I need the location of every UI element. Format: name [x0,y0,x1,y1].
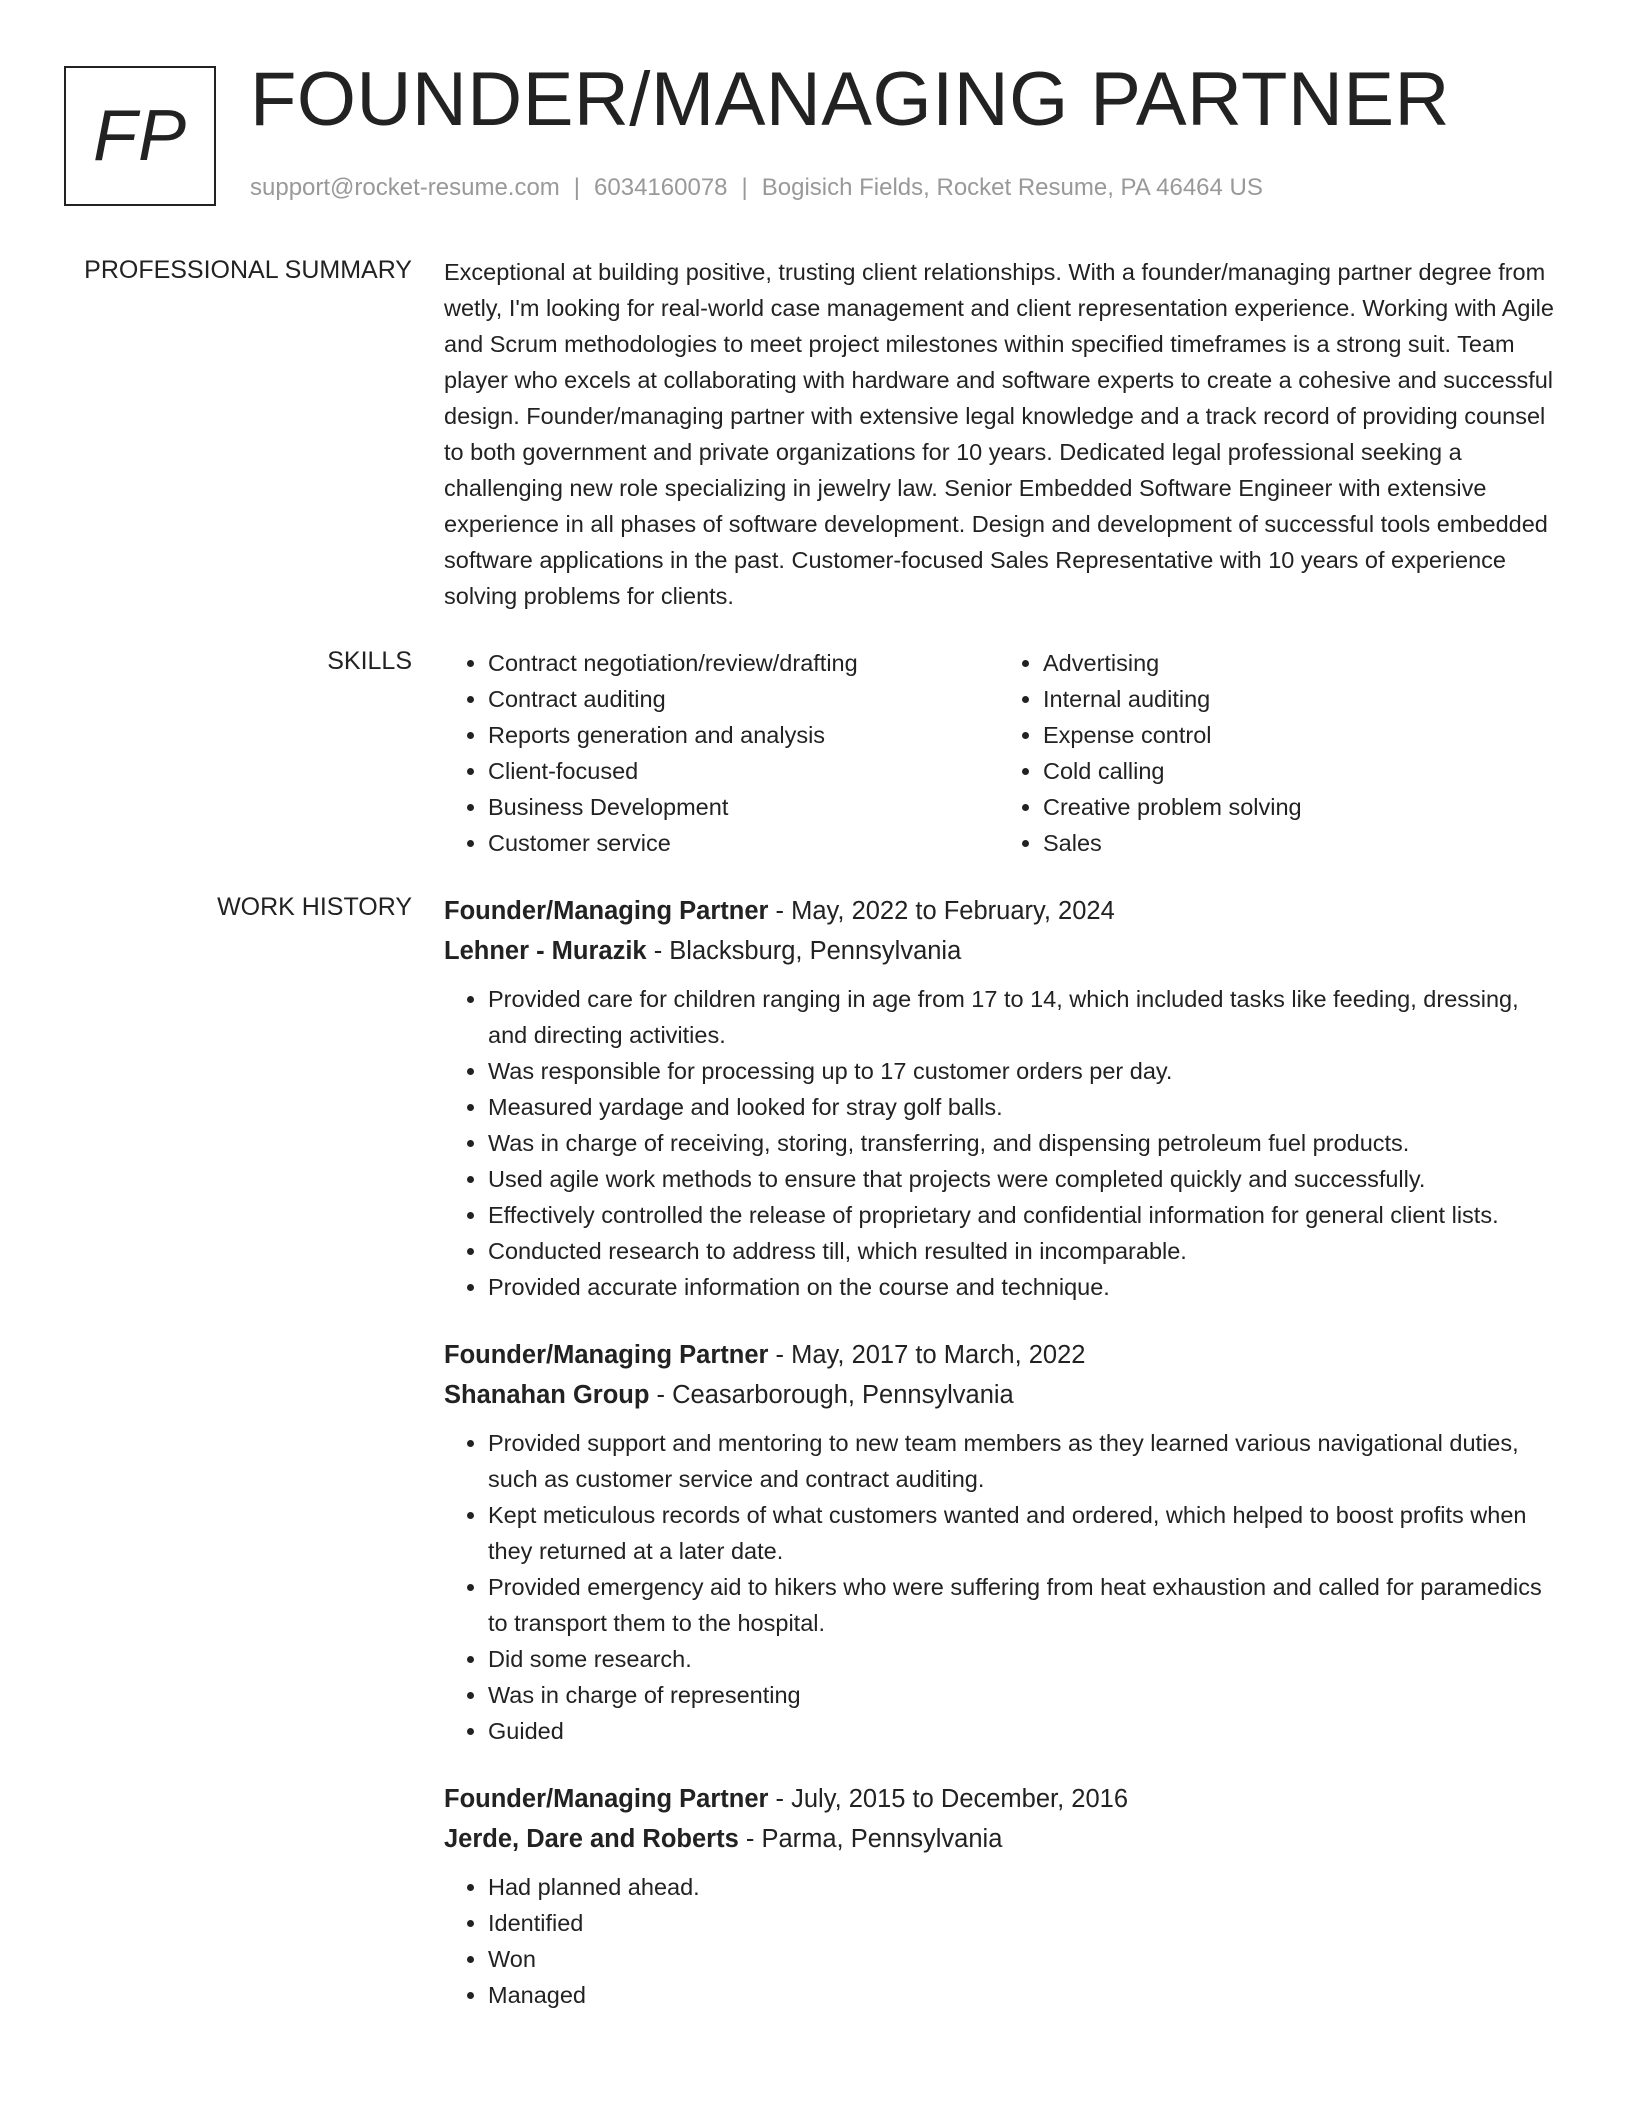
job-bullet: • Was in charge of representing [488,1677,1554,1713]
skill-item: • Client-focused [488,753,999,789]
job-title-line [444,1335,1554,1375]
job-company-line [444,1819,1554,1859]
job-title-line [444,1779,1554,1819]
job-bullet-list [444,1869,1554,2013]
skill-item: • Expense control [1043,717,1554,753]
skill-item: • Contract negotiation/review/drafting [488,645,999,681]
job-company: Shanahan Group [444,1381,650,1409]
skills-body [444,645,1554,861]
job-bullet: • Provided support and mentoring to new team members as they learned various navigational duties, such as customer service and contract auditing. [488,1425,1554,1497]
work-history-body [444,891,1554,2043]
job-title: Founder/Managing Partner [444,1785,769,1813]
job-company: Jerde, Dare and Roberts [444,1825,739,1853]
job-bullet: • Kept meticulous records of what customers wanted and ordered, which helped to boost profits when they returned at a later date. [488,1497,1554,1569]
job-bullet: • Identified [488,1905,1554,1941]
job-bullet: • Guided [488,1713,1554,1749]
skill-item: • Business Development [488,789,999,825]
job-bullet: • Used agile work methods to ensure that projects were completed quickly and successfully. [488,1161,1554,1197]
job-company: Lehner - Murazik [444,937,647,965]
job-bullet: • Provided emergency aid to hikers who were suffering from heat exhaustion and called for paramedics to transport them to the hospital. [488,1569,1554,1641]
skill-item: • Sales [1043,825,1554,861]
job-dates: - May, 2017 to March, 2022 [768,1341,1086,1369]
skills-columns [444,645,1554,861]
contact-line [250,174,1263,202]
summary-body [444,254,1554,614]
job-bullet: • Was in charge of receiving, storing, transferring, and dispensing petroleum fuel products. [488,1125,1554,1161]
job-bullet: • Effectively controlled the release of proprietary and confidential information for general client lists. [488,1197,1554,1233]
skills-list-right [999,645,1554,861]
job-title: Founder/Managing Partner [444,1341,769,1369]
skill-item: • Advertising [1043,645,1554,681]
job-bullet-list [444,1425,1554,1749]
skills-list-left [444,645,999,861]
job-location: - Ceasarborough, Pennsylvania [649,1381,1014,1409]
skill-item: • Creative problem solving [1043,789,1554,825]
job-bullet: • Had planned ahead. [488,1869,1554,1905]
contact-phone[interactable]: 6034160078 [594,174,728,201]
skill-item: • Cold calling [1043,753,1554,789]
resume-title: FOUNDER/MANAGING PARTNER [250,57,1450,142]
job-bullet: • Conducted research to address till, which resulted in incomparable. [488,1233,1554,1269]
job-bullet: • Did some research. [488,1641,1554,1677]
job-entry [444,891,1554,1305]
job-bullet: • Provided accurate information on the course and technique. [488,1269,1554,1305]
job-title-line [444,891,1554,931]
job-bullet: • Was responsible for processing up to 17 customer orders per day. [488,1053,1554,1089]
contact-email[interactable]: support@rocket-resume.com [250,174,560,201]
section-label-work-history: WORK HISTORY [217,893,412,921]
job-bullet: • Won [488,1941,1554,1977]
job-company-line [444,1375,1554,1415]
skill-item: • Internal auditing [1043,681,1554,717]
summary-text: Exceptional at building positive, trusting client relationships. With a founder/managing partner degree from wetly, I'm looking for real-world case management and client representation experience. Working with Agile and Scrum methodologies to meet project milestones within specified timeframes is a strong suit. Team player who excels at collaborating with hardware and software experts to create a cohesive and successful design. Founder/managing partner with extensive legal knowledge and a track record of providing counsel to both government and private organizations for 10 years. Dedicated legal professional seeking a challenging new role specializing in jewelry law. Senior Embedded Software Engineer with extensive experience in all phases of software development. Design and development of successful tools embedded software applications in the past. Customer-focused Sales Representative with 10 years of experience solving problems for clients. [444,259,1554,609]
contact-separator: | [741,174,748,201]
skill-item: • Contract auditing [488,681,999,717]
skill-item: • Reports generation and analysis [488,717,999,753]
section-label-summary: PROFESSIONAL SUMMARY [84,256,412,284]
job-location: - Blacksburg, Pennsylvania [646,937,962,965]
job-dates: - July, 2015 to December, 2016 [768,1785,1129,1813]
job-dates: - May, 2022 to February, 2024 [768,897,1115,925]
section-label-skills: SKILLS [327,647,412,675]
job-location: - Parma, Pennsylvania [738,1825,1003,1853]
job-bullet: • Measured yardage and looked for stray golf balls. [488,1089,1554,1125]
job-bullet: • Provided care for children ranging in age from 17 to 14, which included tasks like feeding, dressing, and directing activities. [488,981,1554,1053]
job-entry [444,1779,1554,2013]
job-entry [444,1335,1554,1749]
contact-separator: | [573,174,581,201]
job-title: Founder/Managing Partner [444,897,769,925]
skill-item: • Customer service [488,825,999,861]
job-bullet-list [444,981,1554,1305]
contact-address: Bogisich Fields, Rocket Resume, PA 46464 US [761,174,1263,201]
job-company-line [444,931,1554,971]
job-bullet: • Managed [488,1977,1554,2013]
monogram-badge: FP [64,66,216,206]
